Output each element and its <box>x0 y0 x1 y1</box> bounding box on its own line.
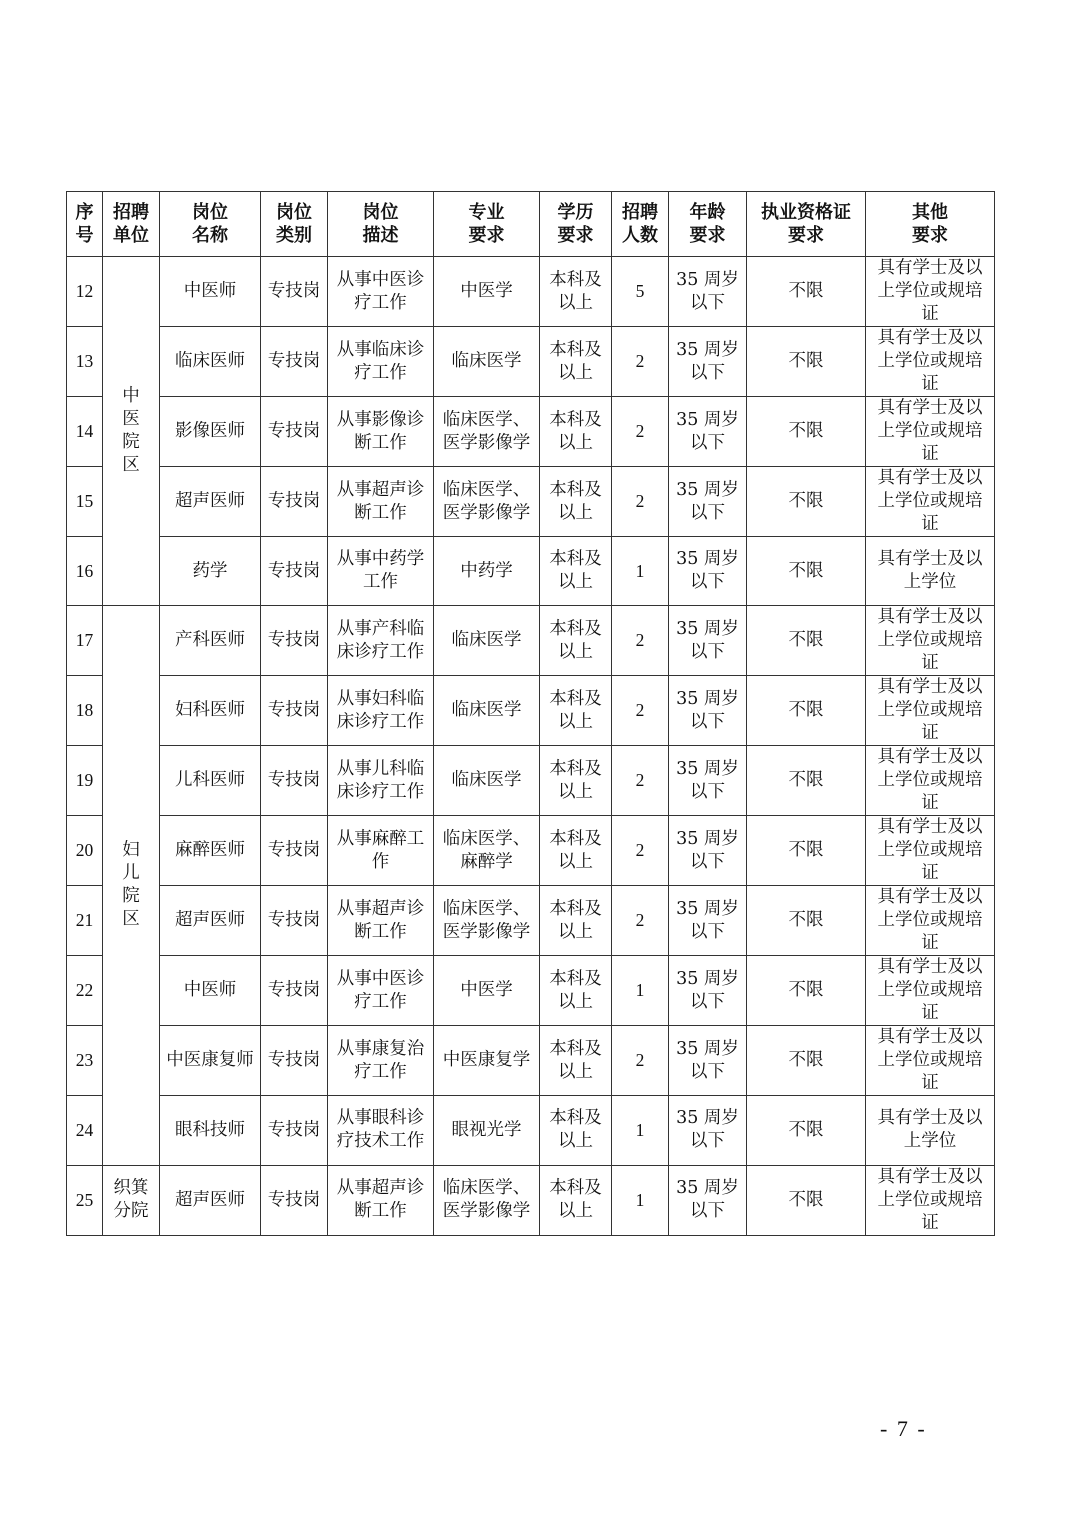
recruiting-unit: 妇 儿 院 区 <box>103 606 160 1165</box>
education-requirement: 本科及 以上 <box>540 467 612 537</box>
hire-count: 2 <box>612 327 669 397</box>
certificate-requirement: 不限 <box>747 257 866 327</box>
age-requirement: 35 周岁 以下 <box>669 467 747 537</box>
hire-count: 2 <box>612 606 669 676</box>
major-requirement: 临床医学 <box>434 746 540 816</box>
column-header: 招聘 人数 <box>612 192 669 257</box>
hire-count: 1 <box>612 537 669 606</box>
certificate-requirement: 不限 <box>747 1165 866 1235</box>
other-requirement: 具有学士及以 上学位或规培 证 <box>866 746 995 816</box>
table-row <box>67 956 995 1026</box>
table-row <box>67 1165 995 1235</box>
hire-count: 2 <box>612 467 669 537</box>
position-category: 专技岗 <box>261 537 328 606</box>
position-name: 儿科医师 <box>160 746 261 816</box>
hire-count: 1 <box>612 956 669 1026</box>
table-row <box>67 467 995 537</box>
column-header: 年龄 要求 <box>669 192 747 257</box>
table-row <box>67 746 995 816</box>
major-requirement: 临床医学、 医学影像学 <box>434 397 540 467</box>
major-requirement: 临床医学、 医学影像学 <box>434 886 540 956</box>
position-name: 影像医师 <box>160 397 261 467</box>
other-requirement: 具有学士及以 上学位或规培 证 <box>866 327 995 397</box>
column-header: 岗位 名称 <box>160 192 261 257</box>
hire-count: 2 <box>612 1026 669 1096</box>
table-header-row <box>67 192 995 257</box>
age-requirement: 35 周岁 以下 <box>669 397 747 467</box>
row-number: 20 <box>67 816 103 886</box>
age-requirement: 35 周岁 以下 <box>669 1165 747 1235</box>
row-number: 23 <box>67 1026 103 1096</box>
other-requirement: 具有学士及以 上学位或规培 证 <box>866 606 995 676</box>
other-requirement: 具有学士及以 上学位或规培 证 <box>866 1026 995 1096</box>
age-requirement: 35 周岁 以下 <box>669 1026 747 1096</box>
position-category: 专技岗 <box>261 1165 328 1235</box>
hire-count: 2 <box>612 886 669 956</box>
position-name: 超声医师 <box>160 886 261 956</box>
position-name: 眼科技师 <box>160 1096 261 1165</box>
age-requirement: 35 周岁 以下 <box>669 956 747 1026</box>
position-description: 从事儿科临 床诊疗工作 <box>328 746 434 816</box>
certificate-requirement: 不限 <box>747 397 866 467</box>
column-header: 序 号 <box>67 192 103 257</box>
position-description: 从事妇科临 床诊疗工作 <box>328 676 434 746</box>
position-name: 产科医师 <box>160 606 261 676</box>
certificate-requirement: 不限 <box>747 467 866 537</box>
age-requirement: 35 周岁 以下 <box>669 1096 747 1165</box>
other-requirement: 具有学士及以 上学位或规培 证 <box>866 886 995 956</box>
column-header: 学历 要求 <box>540 192 612 257</box>
position-description: 从事超声诊 断工作 <box>328 467 434 537</box>
column-header: 招聘 单位 <box>103 192 160 257</box>
position-category: 专技岗 <box>261 467 328 537</box>
other-requirement: 具有学士及以 上学位 <box>866 1096 995 1165</box>
row-number: 12 <box>67 257 103 327</box>
age-requirement: 35 周岁 以下 <box>669 746 747 816</box>
column-header: 岗位 类别 <box>261 192 328 257</box>
education-requirement: 本科及 以上 <box>540 816 612 886</box>
position-description: 从事超声诊 断工作 <box>328 886 434 956</box>
position-description: 从事中医诊 疗工作 <box>328 257 434 327</box>
position-description: 从事中医诊 疗工作 <box>328 956 434 1026</box>
position-description: 从事产科临 床诊疗工作 <box>328 606 434 676</box>
position-name: 超声医师 <box>160 1165 261 1235</box>
position-name: 临床医师 <box>160 327 261 397</box>
position-description: 从事临床诊 疗工作 <box>328 327 434 397</box>
position-name: 妇科医师 <box>160 676 261 746</box>
certificate-requirement: 不限 <box>747 886 866 956</box>
position-name: 中医康复师 <box>160 1026 261 1096</box>
position-name: 麻醉医师 <box>160 816 261 886</box>
position-description: 从事麻醉工 作 <box>328 816 434 886</box>
position-description: 从事影像诊 断工作 <box>328 397 434 467</box>
major-requirement: 临床医学 <box>434 676 540 746</box>
major-requirement: 临床医学、 医学影像学 <box>434 1165 540 1235</box>
row-number: 19 <box>67 746 103 816</box>
table-row <box>67 606 995 676</box>
position-category: 专技岗 <box>261 397 328 467</box>
certificate-requirement: 不限 <box>747 537 866 606</box>
age-requirement: 35 周岁 以下 <box>669 537 747 606</box>
age-requirement: 35 周岁 以下 <box>669 676 747 746</box>
major-requirement: 中医学 <box>434 257 540 327</box>
row-number: 21 <box>67 886 103 956</box>
education-requirement: 本科及 以上 <box>540 1165 612 1235</box>
column-header: 专业 要求 <box>434 192 540 257</box>
row-number: 13 <box>67 327 103 397</box>
major-requirement: 临床医学 <box>434 327 540 397</box>
age-requirement: 35 周岁 以下 <box>669 886 747 956</box>
position-category: 专技岗 <box>261 816 328 886</box>
education-requirement: 本科及 以上 <box>540 1026 612 1096</box>
position-category: 专技岗 <box>261 746 328 816</box>
other-requirement: 具有学士及以 上学位或规培 证 <box>866 257 995 327</box>
position-description: 从事超声诊 断工作 <box>328 1165 434 1235</box>
education-requirement: 本科及 以上 <box>540 257 612 327</box>
recruiting-unit: 中 医 院 区 <box>103 257 160 606</box>
position-category: 专技岗 <box>261 956 328 1026</box>
certificate-requirement: 不限 <box>747 956 866 1026</box>
education-requirement: 本科及 以上 <box>540 537 612 606</box>
major-requirement: 临床医学、 麻醉学 <box>434 816 540 886</box>
position-category: 专技岗 <box>261 676 328 746</box>
certificate-requirement: 不限 <box>747 327 866 397</box>
table-row <box>67 537 995 606</box>
position-category: 专技岗 <box>261 1096 328 1165</box>
column-header: 其他 要求 <box>866 192 995 257</box>
row-number: 15 <box>67 467 103 537</box>
hire-count: 1 <box>612 1096 669 1165</box>
age-requirement: 35 周岁 以下 <box>669 816 747 886</box>
education-requirement: 本科及 以上 <box>540 746 612 816</box>
certificate-requirement: 不限 <box>747 746 866 816</box>
position-category: 专技岗 <box>261 886 328 956</box>
hire-count: 2 <box>612 816 669 886</box>
recruitment-table <box>66 191 995 1236</box>
row-number: 14 <box>67 397 103 467</box>
certificate-requirement: 不限 <box>747 1096 866 1165</box>
table-row <box>67 257 995 327</box>
age-requirement: 35 周岁 以下 <box>669 327 747 397</box>
position-description: 从事中药学 工作 <box>328 537 434 606</box>
hire-count: 2 <box>612 676 669 746</box>
other-requirement: 具有学士及以 上学位或规培 证 <box>866 816 995 886</box>
position-description: 从事康复治 疗工作 <box>328 1026 434 1096</box>
row-number: 24 <box>67 1096 103 1165</box>
major-requirement: 中医学 <box>434 956 540 1026</box>
other-requirement: 具有学士及以 上学位或规培 证 <box>866 956 995 1026</box>
other-requirement: 具有学士及以 上学位或规培 证 <box>866 676 995 746</box>
position-description: 从事眼科诊 疗技术工作 <box>328 1096 434 1165</box>
table-row <box>67 886 995 956</box>
recruiting-unit: 织箕 分院 <box>103 1165 160 1235</box>
row-number: 18 <box>67 676 103 746</box>
certificate-requirement: 不限 <box>747 1026 866 1096</box>
position-name: 中医师 <box>160 956 261 1026</box>
column-header: 执业资格证 要求 <box>747 192 866 257</box>
major-requirement: 临床医学 <box>434 606 540 676</box>
certificate-requirement: 不限 <box>747 676 866 746</box>
hire-count: 1 <box>612 1165 669 1235</box>
other-requirement: 具有学士及以 上学位或规培 证 <box>866 397 995 467</box>
major-requirement: 眼视光学 <box>434 1096 540 1165</box>
education-requirement: 本科及 以上 <box>540 606 612 676</box>
major-requirement: 中药学 <box>434 537 540 606</box>
other-requirement: 具有学士及以 上学位 <box>866 537 995 606</box>
age-requirement: 35 周岁 以下 <box>669 257 747 327</box>
row-number: 17 <box>67 606 103 676</box>
table-row <box>67 816 995 886</box>
position-category: 专技岗 <box>261 257 328 327</box>
table-row <box>67 397 995 467</box>
certificate-requirement: 不限 <box>747 816 866 886</box>
table-row <box>67 676 995 746</box>
education-requirement: 本科及 以上 <box>540 676 612 746</box>
position-name: 中医师 <box>160 257 261 327</box>
education-requirement: 本科及 以上 <box>540 1096 612 1165</box>
table-row <box>67 327 995 397</box>
position-name: 药学 <box>160 537 261 606</box>
education-requirement: 本科及 以上 <box>540 327 612 397</box>
table-row <box>67 1096 995 1165</box>
page-number: - 7 - <box>880 1416 927 1441</box>
certificate-requirement: 不限 <box>747 606 866 676</box>
other-requirement: 具有学士及以 上学位或规培 证 <box>866 467 995 537</box>
row-number: 22 <box>67 956 103 1026</box>
position-category: 专技岗 <box>261 1026 328 1096</box>
position-name: 超声医师 <box>160 467 261 537</box>
education-requirement: 本科及 以上 <box>540 886 612 956</box>
row-number: 25 <box>67 1165 103 1235</box>
age-requirement: 35 周岁 以下 <box>669 606 747 676</box>
education-requirement: 本科及 以上 <box>540 397 612 467</box>
row-number: 16 <box>67 537 103 606</box>
table-row <box>67 1026 995 1096</box>
hire-count: 5 <box>612 257 669 327</box>
column-header: 岗位 描述 <box>328 192 434 257</box>
hire-count: 2 <box>612 397 669 467</box>
position-category: 专技岗 <box>261 606 328 676</box>
position-category: 专技岗 <box>261 327 328 397</box>
hire-count: 2 <box>612 746 669 816</box>
other-requirement: 具有学士及以 上学位或规培 证 <box>866 1165 995 1235</box>
education-requirement: 本科及 以上 <box>540 956 612 1026</box>
major-requirement: 临床医学、 医学影像学 <box>434 467 540 537</box>
major-requirement: 中医康复学 <box>434 1026 540 1096</box>
